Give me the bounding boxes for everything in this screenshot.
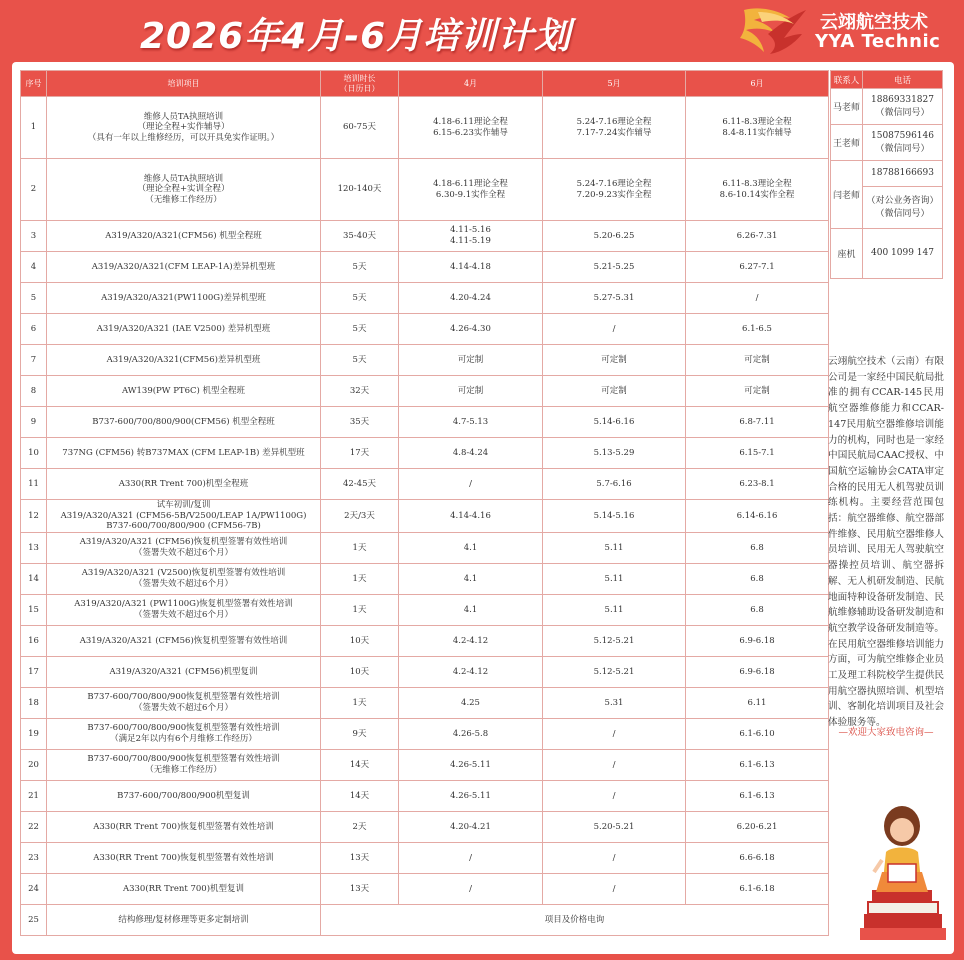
contact-phone[interactable]: 18869331827 （微信同号） (863, 89, 943, 125)
training-item: B737-600/700/800/900恢复机型签署有效性培训 （签署失效不超过6个月） (47, 687, 321, 718)
june-schedule: / (686, 283, 829, 314)
table-row (21, 159, 829, 221)
table-row (21, 563, 829, 594)
june-schedule: 6.8 (686, 594, 829, 625)
may-schedule: 5.24-7.16理论全程 7.17-7.24实作辅导 (543, 97, 686, 159)
col-header-april: 4月 (399, 71, 543, 97)
training-duration: 5天 (321, 314, 399, 345)
table-row (21, 221, 829, 252)
training-item: 维修人员TA执照培训 （理论全程+实训全程） （无维修工作经历） (47, 159, 321, 221)
june-schedule: 6.23-8.1 (686, 469, 829, 500)
table-row (21, 97, 829, 159)
brand-name-cn: 云翊航空技术 (820, 12, 928, 33)
training-item: 结构修理/复材修理等更多定制培训 (47, 904, 321, 935)
june-schedule: 6.11-8.3理论全程 8.4-8.11实作辅导 (686, 97, 829, 159)
june-schedule: 6.15-7.1 (686, 438, 829, 469)
table-row (21, 780, 829, 811)
table-row (21, 438, 829, 469)
may-schedule: 5.20-5.21 (543, 811, 686, 842)
brand-name-en: YYA Technic (815, 31, 941, 52)
training-item: A330(RR Trent 700)机型全程班 (47, 469, 321, 500)
contact-name: 闫老师 (831, 161, 863, 229)
table-row (21, 718, 829, 749)
col-header-june: 6月 (686, 71, 829, 97)
row-number: 12 (21, 500, 47, 533)
row-number: 25 (21, 904, 47, 935)
training-item: A330(RR Trent 700)恢复机型签署有效性培训 (47, 811, 321, 842)
row-number: 5 (21, 283, 47, 314)
may-schedule: 5.11 (543, 594, 686, 625)
row-number: 13 (21, 532, 47, 563)
row-number: 21 (21, 780, 47, 811)
training-duration: 13天 (321, 873, 399, 904)
contact-name: 王老师 (831, 125, 863, 161)
training-duration: 1天 (321, 532, 399, 563)
contact-row (831, 161, 943, 187)
may-schedule: / (543, 842, 686, 873)
contact-name: 马老师 (831, 89, 863, 125)
training-duration: 17天 (321, 438, 399, 469)
april-schedule: 4.14-4.18 (399, 252, 543, 283)
april-schedule: 4.2-4.12 (399, 625, 543, 656)
row-number: 6 (21, 314, 47, 345)
june-schedule: 6.27-7.1 (686, 252, 829, 283)
table-row (21, 283, 829, 314)
training-item: A319/A320/A321(PW1100G)差异机型班 (47, 283, 321, 314)
june-schedule: 可定制 (686, 376, 829, 407)
training-schedule-table (20, 70, 829, 936)
may-schedule: 5.24-7.16理论全程 7.20-9.23实作全程 (543, 159, 686, 221)
row-number: 8 (21, 376, 47, 407)
may-schedule: / (543, 780, 686, 811)
header (0, 0, 964, 62)
row-number: 24 (21, 873, 47, 904)
april-schedule: 4.18-6.11理论全程 6.30-9.1实作全程 (399, 159, 543, 221)
training-duration: 42-45天 (321, 469, 399, 500)
may-schedule: 可定制 (543, 376, 686, 407)
may-schedule: 5.27-5.31 (543, 283, 686, 314)
table-row (21, 749, 829, 780)
row-number: 3 (21, 221, 47, 252)
table-row (21, 314, 829, 345)
may-schedule: / (543, 314, 686, 345)
may-schedule: 5.20-6.25 (543, 221, 686, 252)
may-schedule: / (543, 873, 686, 904)
june-schedule: 6.26-7.31 (686, 221, 829, 252)
june-schedule: 6.8-7.11 (686, 407, 829, 438)
may-schedule: 5.21-5.25 (543, 252, 686, 283)
reading-girl-illustration (852, 802, 952, 942)
contact-phone[interactable]: 15087596146 （微信同号） (863, 125, 943, 161)
training-duration: 5天 (321, 283, 399, 314)
row-number: 2 (21, 159, 47, 221)
welcome-text: —欢迎大家致电咨询— (838, 727, 934, 738)
june-schedule: 6.9-6.18 (686, 656, 829, 687)
training-duration: 9天 (321, 718, 399, 749)
page-title: 2026年4月-6月培训计划 (140, 16, 572, 57)
contact-row (831, 125, 943, 161)
training-duration: 14天 (321, 780, 399, 811)
training-duration: 35-40天 (321, 221, 399, 252)
col-header-may: 5月 (543, 71, 686, 97)
april-schedule: 4.26-5.8 (399, 718, 543, 749)
training-duration: 5天 (321, 252, 399, 283)
row-number: 7 (21, 345, 47, 376)
table-row (21, 904, 829, 935)
april-schedule: 4.1 (399, 563, 543, 594)
row-number: 9 (21, 407, 47, 438)
table-row (21, 594, 829, 625)
table-row (21, 625, 829, 656)
row-number: 4 (21, 252, 47, 283)
training-item: A319/A320/A321 (PW1100G)恢复机型签署有效性培训 （签署失效不超过6个月） (47, 594, 321, 625)
training-duration: 1天 (321, 594, 399, 625)
content-panel (12, 62, 954, 954)
may-schedule: 可定制 (543, 345, 686, 376)
june-schedule: 6.20-6.21 (686, 811, 829, 842)
row-number: 15 (21, 594, 47, 625)
contact-phone[interactable]: 400 1099 147 (863, 229, 943, 279)
training-duration: 14天 (321, 749, 399, 780)
table-row (21, 811, 829, 842)
table-row (21, 500, 829, 533)
may-schedule: 5.11 (543, 563, 686, 594)
training-item: B737-600/700/800/900恢复机型签署有效性培训 （满足2年以内有6个月维修工作经历） (47, 718, 321, 749)
table-row (21, 252, 829, 283)
contact-phone[interactable]: 18788166693 (863, 161, 943, 187)
row-number: 10 (21, 438, 47, 469)
april-schedule: 可定制 (399, 376, 543, 407)
april-schedule: 4.26-4.30 (399, 314, 543, 345)
training-item: B737-600/700/800/900(CFM56) 机型全程班 (47, 407, 321, 438)
training-duration: 32天 (321, 376, 399, 407)
training-duration: 60-75天 (321, 97, 399, 159)
june-schedule: 可定制 (686, 345, 829, 376)
col-header-duration: 培训时长 （日历日） (321, 71, 399, 97)
may-schedule: 5.31 (543, 687, 686, 718)
row-number: 1 (21, 97, 47, 159)
table-row (21, 687, 829, 718)
june-schedule: 6.1-6.5 (686, 314, 829, 345)
training-item: A319/A320/A321(CFM LEAP-1A)差异机型班 (47, 252, 321, 283)
training-duration: 1天 (321, 563, 399, 594)
june-schedule: 6.1-6.18 (686, 873, 829, 904)
june-schedule: 6.8 (686, 532, 829, 563)
training-item: A319/A320/A321(CFM56) 机型全程班 (47, 221, 321, 252)
april-schedule: 4.2-4.12 (399, 656, 543, 687)
april-schedule: 4.1 (399, 594, 543, 625)
contact-header-row (831, 71, 943, 89)
price-inquiry-note: 项目及价格电询 (321, 904, 829, 935)
training-item: 737NG (CFM56) 转B737MAX (CFM LEAP-1B) 差异机型班 (47, 438, 321, 469)
june-schedule: 6.8 (686, 563, 829, 594)
april-schedule: 4.26-5.11 (399, 749, 543, 780)
training-item: A319/A320/A321 (IAE V2500) 差异机型班 (47, 314, 321, 345)
training-item: A319/A320/A321 (CFM56)恢复机型签署有效性培训 (47, 625, 321, 656)
contact-name: 座机 (831, 229, 863, 279)
contact-header-phone: 电话 (863, 71, 943, 89)
training-duration: 35天 (321, 407, 399, 438)
training-item: B737-600/700/800/900机型复训 (47, 780, 321, 811)
training-item: B737-600/700/800/900恢复机型签署有效性培训 （无维修工作经历） (47, 749, 321, 780)
may-schedule: / (543, 718, 686, 749)
april-schedule: 4.18-6.11理论全程 6.15-6.23实作辅导 (399, 97, 543, 159)
training-item: A319/A320/A321 (V2500)恢复机型签署有效性培训 （签署失效不超过6个月） (47, 563, 321, 594)
april-schedule: 4.20-4.21 (399, 811, 543, 842)
training-duration: 1天 (321, 687, 399, 718)
april-schedule: 4.1 (399, 532, 543, 563)
training-duration: 5天 (321, 345, 399, 376)
contact-row (831, 89, 943, 125)
row-number: 16 (21, 625, 47, 656)
training-duration: 2天/3天 (321, 500, 399, 533)
training-item: A319/A320/A321 (CFM56)机型复训 (47, 656, 321, 687)
june-schedule: 6.6-6.18 (686, 842, 829, 873)
april-schedule: / (399, 842, 543, 873)
contact-header-name: 联系人 (831, 71, 863, 89)
april-schedule: 4.7-5.13 (399, 407, 543, 438)
training-duration: 2天 (321, 811, 399, 842)
col-header-no: 序号 (21, 71, 47, 97)
table-header-row (21, 71, 829, 97)
may-schedule: 5.12-5.21 (543, 625, 686, 656)
table-row (21, 842, 829, 873)
company-intro: 云翊航空技术（云南）有限公司是一家经中国民航局批准的拥有CCAR-145民用航空器维修能力和CCAR-147民用航空器维修培训能力的机构，同时也是一家经中国民航局CAAC授权、中国航空运输协会CATA审定合格的民用无人机驾驶员训练机构。主要经营范围包括：航空器维修、航空器部件维修、民用航空器维修人员培训、民用无人驾驶航空器操控员培训、航空器拆解、无人机研发制造、民航地面特种设备研发制造、民航维修辅助设备研发制造和航空教学设备研发制造等。在民用航空器维修培训能力方面，可为航空维修企业员工及理工科院校学生提供民用航空器执照培训、机型培训、客制化培训项目及社会体验服务等。 (828, 356, 944, 729)
wing-logo-icon (738, 4, 808, 58)
june-schedule: 6.11 (686, 687, 829, 718)
training-item: 维修人员TA执照培训 （理论全程+实作辅导） （具有一年以上维修经历，可以开具免实作证明。） (47, 97, 321, 159)
table-row (21, 469, 829, 500)
training-item: A319/A320/A321 (CFM56)恢复机型签署有效性培训 （签署失效不超过6个月） (47, 532, 321, 563)
training-item: A330(RR Trent 700)恢复机型签署有效性培训 (47, 842, 321, 873)
may-schedule: 5.7-6.16 (543, 469, 686, 500)
april-schedule: 可定制 (399, 345, 543, 376)
may-schedule: 5.14-6.16 (543, 407, 686, 438)
contact-phone-note: （对公业务咨询） （微信同号） (863, 187, 943, 229)
april-schedule: 4.14-4.16 (399, 500, 543, 533)
row-number: 20 (21, 749, 47, 780)
table-row (21, 376, 829, 407)
row-number: 17 (21, 656, 47, 687)
april-schedule: 4.26-5.11 (399, 780, 543, 811)
row-number: 11 (21, 469, 47, 500)
row-number: 23 (21, 842, 47, 873)
contact-table (830, 70, 943, 279)
june-schedule: 6.9-6.18 (686, 625, 829, 656)
training-item: AW139(PW PT6C) 机型全程班 (47, 376, 321, 407)
june-schedule: 6.1-6.13 (686, 780, 829, 811)
may-schedule: 5.13-5.29 (543, 438, 686, 469)
contact-row (831, 229, 943, 279)
table-row (21, 656, 829, 687)
row-number: 22 (21, 811, 47, 842)
june-schedule: 6.1-6.10 (686, 718, 829, 749)
row-number: 14 (21, 563, 47, 594)
may-schedule: 5.11 (543, 532, 686, 563)
training-item: A330(RR Trent 700)机型复训 (47, 873, 321, 904)
june-schedule: 6.1-6.13 (686, 749, 829, 780)
table-row (21, 345, 829, 376)
table-row (21, 532, 829, 563)
april-schedule: 4.11-5.16 4.11-5.19 (399, 221, 543, 252)
april-schedule: / (399, 873, 543, 904)
april-schedule: 4.8-4.24 (399, 438, 543, 469)
april-schedule: 4.20-4.24 (399, 283, 543, 314)
may-schedule: 5.12-5.21 (543, 656, 686, 687)
training-duration: 10天 (321, 625, 399, 656)
col-header-item: 培训项目 (47, 71, 321, 97)
row-number: 18 (21, 687, 47, 718)
april-schedule: 4.25 (399, 687, 543, 718)
training-duration: 120-140天 (321, 159, 399, 221)
may-schedule: / (543, 749, 686, 780)
training-duration: 10天 (321, 656, 399, 687)
june-schedule: 6.14-6.16 (686, 500, 829, 533)
april-schedule: / (399, 469, 543, 500)
training-item: 试车初训/复训 A319/A320/A321 (CFM56-5B/V2500/LEAP 1A/PW1100G) B737-600/700/800/900 (CFM56-7B) (47, 500, 321, 533)
training-item: A319/A320/A321(CFM56)差异机型班 (47, 345, 321, 376)
training-duration: 13天 (321, 842, 399, 873)
table-row (21, 873, 829, 904)
table-row (21, 407, 829, 438)
row-number: 19 (21, 718, 47, 749)
june-schedule: 6.11-8.3理论全程 8.6-10.14实作全程 (686, 159, 829, 221)
may-schedule: 5.14-5.16 (543, 500, 686, 533)
